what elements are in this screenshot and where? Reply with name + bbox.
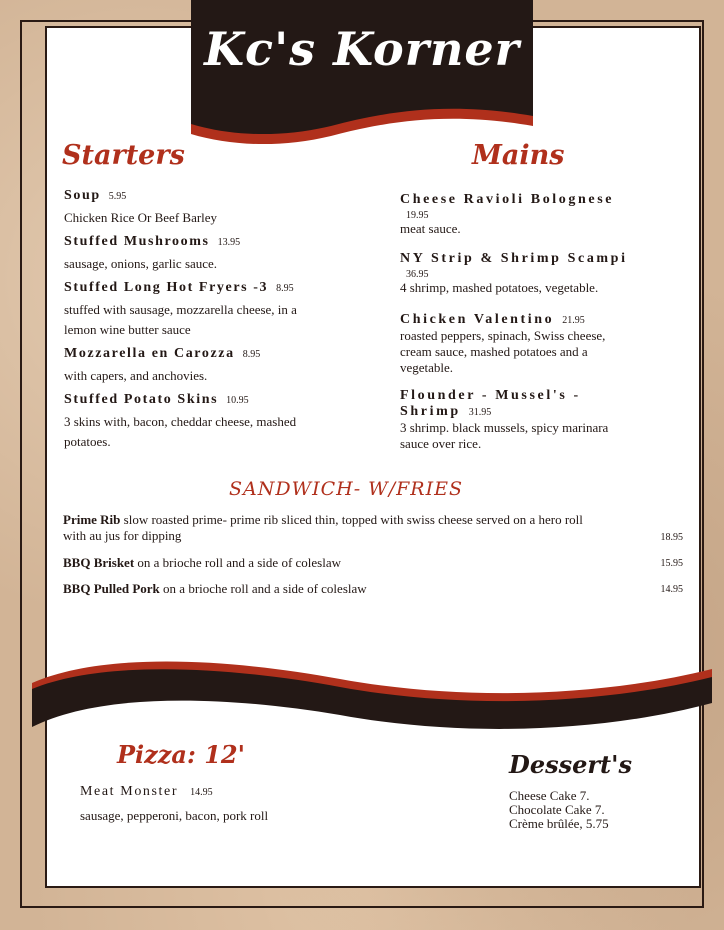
item-name: BBQ Pulled Pork: [63, 581, 160, 596]
item-name: Flounder - Mussel's -: [400, 388, 581, 403]
item-desc: sauce over rice.: [400, 436, 482, 451]
item-name: Stuffed Long Hot Fryers -3: [64, 280, 269, 295]
main-item-flounder-mussels-shrimp: [400, 388, 608, 452]
item-price: 8.95: [276, 283, 294, 294]
item-desc: 3 shrimp. black mussels, spicy marinara: [400, 420, 609, 435]
sandwich-item-bbq-pulled-pork: [63, 581, 683, 597]
wave-band: [0, 655, 724, 745]
item-desc: meat sauce.: [400, 221, 461, 236]
restaurant-name: Kc's Korner: [204, 22, 520, 76]
dessert-item: Crème brûlée, 5.75: [509, 816, 609, 831]
starter-item-soup: [64, 188, 217, 228]
item-price: 14.95: [190, 787, 213, 798]
item-price: 19.95: [406, 210, 429, 221]
sandwich-item-bbq-brisket: [63, 555, 683, 571]
item-name: Prime Rib: [63, 512, 121, 527]
item-name: Shrimp: [400, 404, 461, 419]
item-desc: stuffed with sausage, mozzarella cheese, in a: [64, 302, 297, 317]
item-desc: sausage, onions, garlic sauce.: [64, 256, 218, 271]
item-name: Stuffed Mushrooms: [64, 234, 210, 249]
item-price: 5.95: [108, 191, 127, 202]
desserts-list: [509, 789, 609, 831]
item-desc: slow roasted prime- prime rib sliced thin, topped with swiss cheese served on a hero roll: [120, 512, 583, 527]
starter-item-stuffed-potato-skins: [64, 392, 296, 452]
item-desc: lemon wine butter sauce: [64, 322, 191, 337]
item-price: 36.95: [406, 269, 429, 280]
item-desc: Chicken Rice Or Beef Barley: [64, 210, 218, 225]
item-desc: 4 shrimp, mashed potatoes, vegetable.: [400, 280, 599, 295]
item-desc: cream sauce, mashed potatoes and a: [400, 344, 588, 359]
title-banner: [191, 0, 533, 148]
item-name: Soup: [64, 188, 101, 203]
dessert-item: Cheese Cake 7.: [509, 788, 590, 803]
main-item-chicken-valentino: [400, 312, 605, 376]
item-name: BBQ Brisket: [63, 555, 135, 570]
item-desc: with capers, and anchovies.: [64, 368, 208, 383]
starter-item-mozzarella-en-carozza: [64, 346, 260, 386]
starters-heading: Starters: [62, 140, 185, 171]
item-price: 18.95: [660, 532, 683, 543]
item-price: 8.95: [242, 349, 261, 360]
mains-heading: Mains: [472, 140, 565, 171]
sandwich-item-prime-rib: [63, 512, 683, 544]
pizza-heading: Pizza: 12': [117, 740, 245, 769]
item-price: 15.95: [660, 558, 683, 569]
starter-item-stuffed-mushrooms: [64, 234, 240, 274]
item-name: NY Strip & Shrimp Scampi: [400, 251, 628, 266]
item-price: 10.95: [226, 395, 249, 406]
item-price: 14.95: [660, 584, 683, 595]
item-desc: sausage, pepperoni, bacon, pork roll: [80, 808, 269, 823]
item-desc: roasted peppers, spinach, Swiss cheese,: [400, 328, 606, 343]
desserts-heading: Dessert's: [509, 750, 632, 779]
dessert-item: Chocolate Cake 7.: [509, 802, 605, 817]
item-name: Meat Monster: [80, 784, 179, 799]
item-desc: potatoes.: [64, 434, 111, 449]
main-item-ny-strip-shrimp-scampi: [400, 251, 628, 296]
item-desc: with au jus for dipping: [63, 528, 182, 543]
item-name: Mozzarella en Carozza: [64, 346, 235, 361]
item-price: 31.95: [468, 407, 492, 418]
item-desc: 3 skins with, bacon, cheddar cheese, mashed: [64, 414, 297, 429]
main-item-cheese-ravioli: [400, 192, 614, 237]
item-name: Chicken Valentino: [400, 312, 555, 327]
starter-item-long-hot-fryers: [64, 280, 297, 340]
item-desc: on a brioche roll and a side of coleslaw: [134, 555, 342, 570]
item-desc: vegetable.: [400, 360, 454, 375]
item-name: Stuffed Potato Skins: [64, 392, 219, 407]
item-desc: on a brioche roll and a side of coleslaw: [159, 581, 367, 596]
pizza-item-meat-monster: [80, 784, 268, 826]
item-name: Cheese Ravioli Bolognese: [400, 192, 615, 207]
item-price: 13.95: [217, 237, 241, 248]
item-price: 21.95: [562, 315, 585, 326]
sandwich-heading: SANDWICH- W/FRIES: [228, 478, 463, 500]
